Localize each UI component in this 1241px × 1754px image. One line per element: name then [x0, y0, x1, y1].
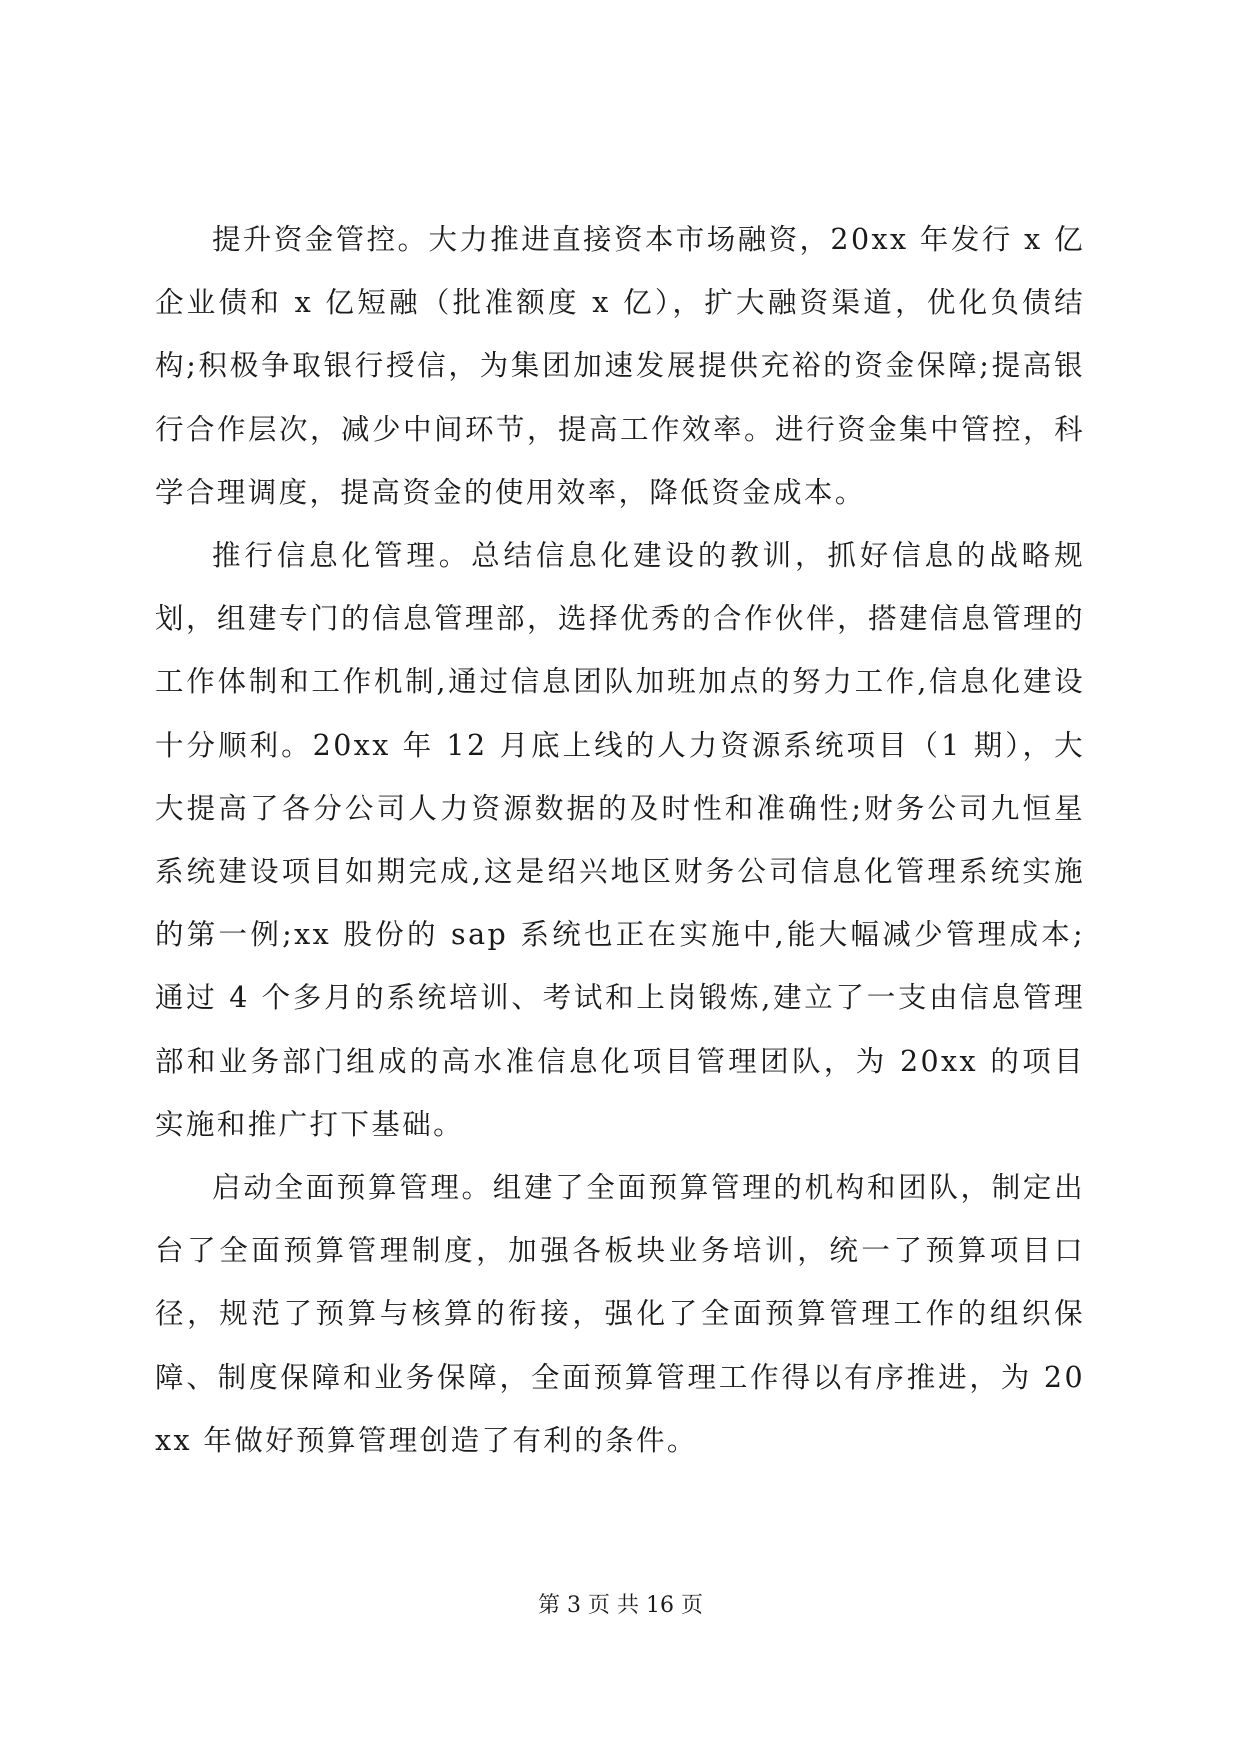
paragraph-information-management: 推行信息化管理。总结信息化建设的教训，抓好信息的战略规划，组建专门的信息管理部，选择优秀的合作伙伴，搭建信息管理的工作体制和工作机制,通过信息团队加班加点的努力工作,信息化建设十分顺利。20xx 年 12 月底上线的人力资源系统项目（1 期），大大提高了各分公司人力资源数据的及时性和准确性;财务公司九恒星系统建设项目如期完成,这是绍兴地区财务公司信息化管理系统实施的第一例;xx 股份的 sap 系统也正在实施中,能大幅减少管理成本;通过 4 个多月的系统培训、考试和上岗锻炼,建立了一支由信息管理部和业务部门组成的高水准信息化项目管理团队，为 20xx 的项目实施和推广打下基础。: [155, 539, 1085, 1141]
paragraph-capital-control: 提升资金管控。大力推进直接资本市场融资，20xx 年发行 x 亿企业债和 x 亿短融（批准额度 x 亿），扩大融资渠道，优化负债结构;积极争取银行授信，为集团加速发展提供充裕的资金保障;提高银行合作层次，减少中间环节，提高工作效率。进行资金集中管控，科学合理调度，提高资金的使用效率，降低资金成本。: [155, 223, 1085, 509]
paragraph-budget-management: 启动全面预算管理。组建了全面预算管理的机构和团队，制定出台了全面预算管理制度，加强各板块业务培训，统一了预算项目口径，规范了预算与核算的衔接，强化了全面预算管理工作的组织保障、制度保障和业务保障，全面预算管理工作得以有序推进，为 20xx 年做好预算管理创造了有利的条件。: [155, 1171, 1085, 1457]
document-body: [155, 208, 1085, 1472]
page-indicator: 第 3 页 共 16 页: [538, 1593, 703, 1618]
page-footer: [0, 1591, 1241, 1621]
